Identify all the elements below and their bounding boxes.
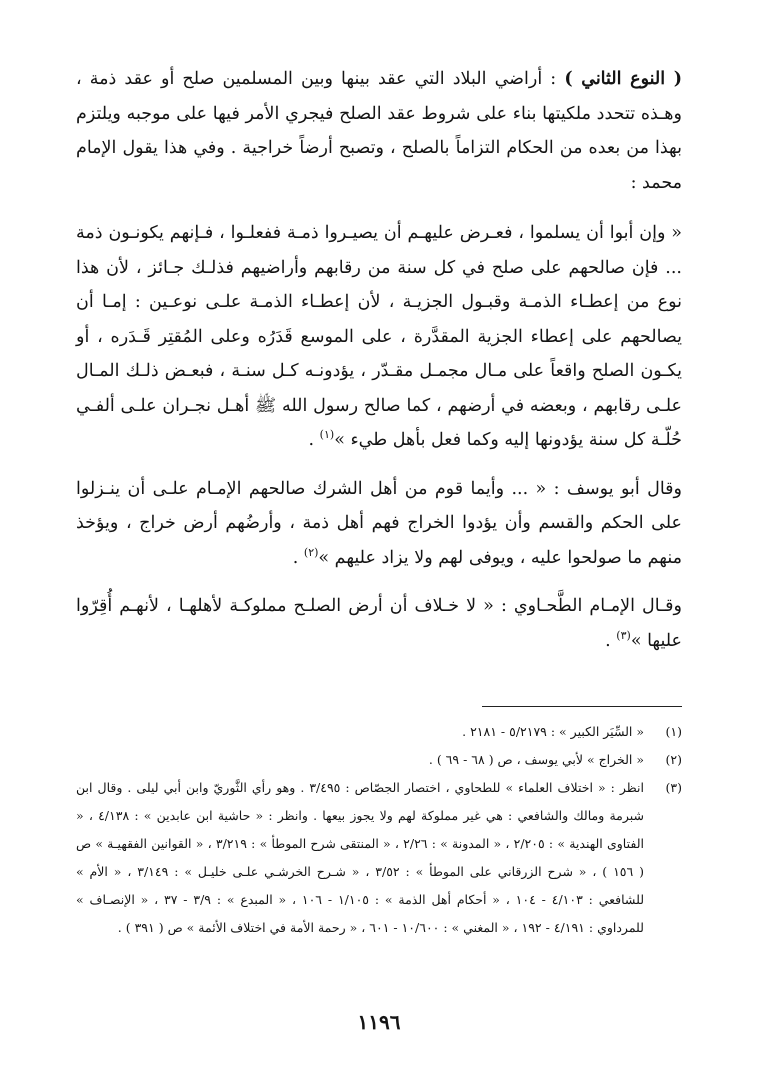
section-heading-inline: ( النوع الثاني ) <box>564 69 683 89</box>
paragraph-text: وقـال الإمـام الطَّحـاوي : « لا خـلاف أن أرض الصلـح مملوكـة لأهلهـا ، لأنهـم أُقِرّوا عليها » <box>76 596 682 651</box>
footnote-number: (٢) <box>665 752 682 767</box>
footnotes <box>76 718 682 942</box>
footnote-ref-3[interactable]: (٣) <box>616 628 631 642</box>
paragraph-text: وقال أبو يوسف : « ... وأيما قوم من أهل الشرك صالحهم الإمـام علـى أن ينـزلوا على الحكم والقسم وأن يؤدوا الخراج فهم أهل ذمة ، وأرضُهم أرض خراج ، ويؤخذ منهم ما صولحوا عليه ، ويوفى لهم ولا يزاد عليهم » <box>76 478 682 568</box>
paragraph-3-quote <box>76 472 682 576</box>
page-number: ١١٩٦ <box>357 1010 401 1034</box>
paragraph-4-quote <box>76 589 682 658</box>
paragraph-tail: . <box>308 430 320 450</box>
footnote-ref-1[interactable]: (١) <box>319 428 335 442</box>
paragraph-tail: . <box>605 630 617 651</box>
footnote-text: انظر : « اختلاف العلماء » للطحاوي ، اختصار الجصّاص : ٣/٤٩٥ . وهو رأي الثَّوريّ وابن أبي ليلى . وقال ابن شبرمة ومالك والشافعي : هي غير مملوكة لهم ولا يجوز بيعها . وانظر : « حاشية ابن عابدين » : ٤/١٣٨ ، « الفتاوى الهندية » : ٢/٢٠٥ ، « المدونة » : ٢/٢٦ ، « المنتقى شرح الموطأ » : ٣/٢١٩ ، « القوانين الفقهيـة » ص ( ١٥٦ ) ، « شرح الزرقاني على الموطأ » : ٣/٥٢ ، « شـرح الخرشـي علـى خليـل » : ٣/١٤٩ ، « الأم » للشافعي : ٤/١٠٣ - ١٠٤ ، « أحكام أهل الذمة » : ١/١٠٥ - ١٠٦ ، « المبدع » : ٣/٩ - ٣٧ ، « الإنصـاف » للمرداوي : ٤/١٩١ - ١٩٢ ، « المغني » : ١٠/٦٠٠ - ٦٠١ ، « رحمة الأمة في اختلاف الأئمة » ص ( ٣٩١ ) . <box>76 780 645 935</box>
paragraph-tail: . <box>292 547 304 568</box>
paragraph-text: « وإن أبوا أن يسلموا ، فعـرض عليهـم أن يصيـروا ذمـة ففعلـوا ، فـإنهم يكونـون ذمة ... فإن صالحهم على صلح في كل سنة من رقابهم وأراضيهم فذلـك جـائز ، لأن هذا نوع من إعطـاء الذمـة وقبـول الجزيـة ، لأن إعطـاء الذمـة علـى نوعـين : إمـا أن يصالحهم على إعطاء الجزية المقدَّرة ، على الموسع قَدَرُه وعلى المُقتِر قَـدَره ، أو يكـون الصلح واقعاً على مـال مجمـل مقـدّر ، يؤدونـه كـل سنـة ، فبعـض ذلـك المـال علـى رقابهم ، وبعضه في أرضهم ، كما صالح رسول الله ﷺ أهـل نجـران علـى ألفـي حُلّـة كل سنة يؤدونها إليه وكما فعل بأهل طيء » <box>76 223 682 450</box>
main-text <box>76 62 682 672</box>
footnote-text: « السِّيَر الكبير » : ٥/٢١٧٩ - ٢١٨١ . <box>462 724 644 739</box>
footnote-text: « الخراج » لأبي يوسف ، ص ( ٦٨ - ٦٩ ) . <box>428 752 644 767</box>
footnote-ref-2[interactable]: (٢) <box>303 545 319 559</box>
paragraph-1 <box>76 62 682 200</box>
footnote-number: (٣) <box>665 780 682 795</box>
footnote-2 <box>76 746 682 774</box>
footnote-3 <box>76 774 682 942</box>
footnote-number: (١) <box>665 724 682 739</box>
paragraph-text: : أراضي البلاد التي عقد بينها وبين المسلمين صلح أو عقد ذمة ، وهـذه تتحدد ملكيتها بناء على شروط عقد الصلح فيجري الأمر فيها على موجبه ويلتزم بهذا من بعده من الحكام التزاماً بالصلح ، وتصبح أرضاً خراجية . وفي هذا يقول الإمام محمد : <box>76 69 682 193</box>
paragraph-2-quote <box>76 216 682 458</box>
footnote-1 <box>76 718 682 746</box>
footnote-divider <box>482 706 682 707</box>
